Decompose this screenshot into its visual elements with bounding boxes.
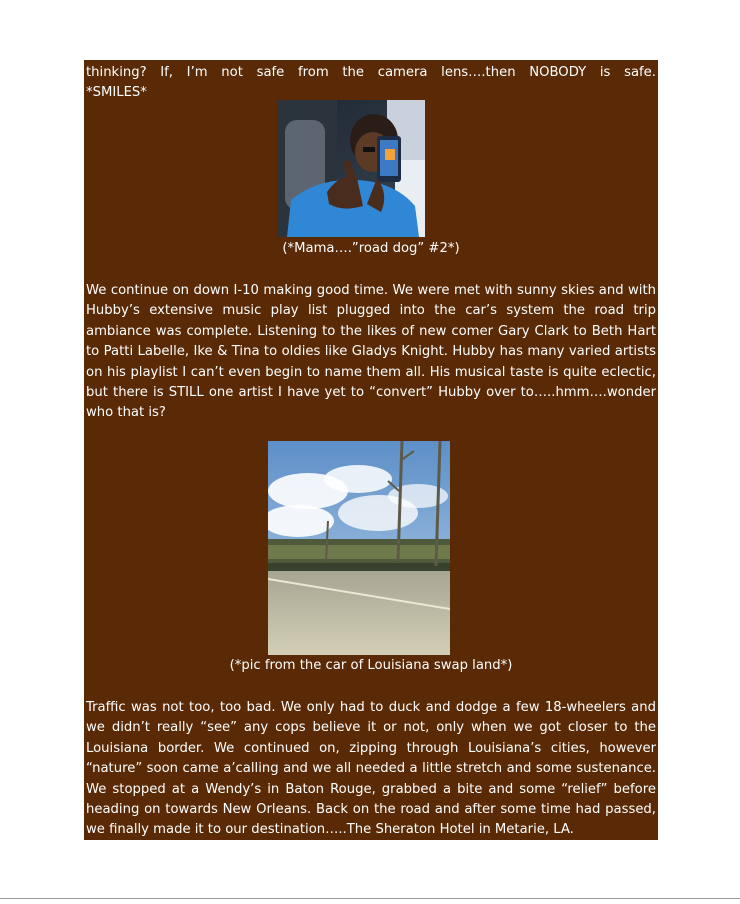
- photo-caption: (*Mama….”road dog” #2*): [282, 241, 460, 256]
- document-page: [84, 60, 658, 840]
- page-bottom-divider: [0, 898, 740, 899]
- paragraph: Traffic was not too, too bad. We only had to duck and dodge a few 18-wheelers and we didn’t really “see” any cops believe it or not, only when we got closer to the Louisiana border. We continued on, zipping through Louisiana’s cities, however “nature” soon came a’calling and we all needed a little stretch and some sustenance. We stopped at a Wendy’s in Baton Rouge, grabbed a bite and some “relief” before heading on towards New Orleans. Back on the road and after some time had passed, we finally made it to our destination…..The Sheraton Hotel in Metarie, LA.: [86, 700, 656, 838]
- louisiana-swamp-photo: [268, 441, 450, 655]
- mama-road-dog-photo: [277, 100, 425, 237]
- photo-caption: (*pic from the car of Louisiana swap land*): [229, 658, 513, 673]
- intro-line: thinking? If, I’m not safe from the camera lens….then NOBODY is safe.: [86, 65, 656, 80]
- intro-smiles: *SMILES*: [86, 85, 147, 100]
- paragraph: We continue on down I-10 making good time. We were met with sunny skies and with Hubby’s extensive music play list plugged into the car’s system the road trip ambiance was complete. Listening to the likes of new comer Gary Clark to Beth Hart to Patti Labelle, Ike & Tina to oldies like Gladys Knight. Hubby has many varied artists on his playlist I can’t even begin to name them all. His musical taste is quite eclectic, but there is STILL one artist I have yet to “convert” Hubby over to…..hmm….wonder who that is?: [86, 283, 656, 421]
